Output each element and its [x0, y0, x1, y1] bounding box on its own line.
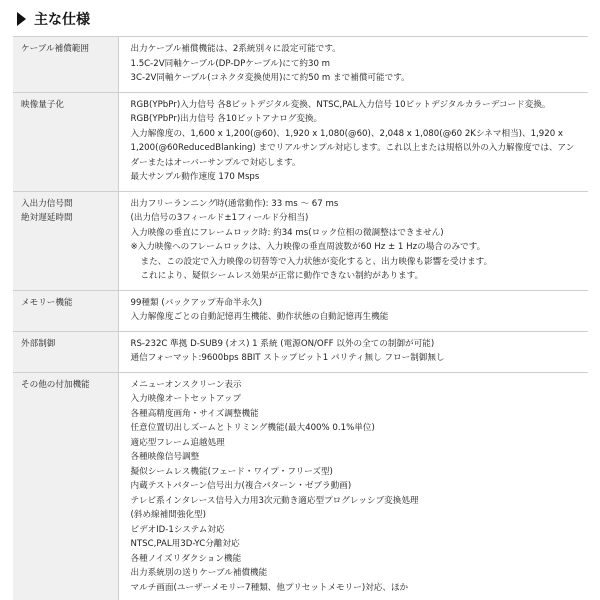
spec-row	[13, 37, 588, 93]
spec-label-cell	[13, 372, 118, 600]
spec-label: その他の付加機能	[21, 379, 90, 390]
spec-value-line: 入力映像の垂直にフレームロック時: 約34 ms(ロック位相の微調整はできません)	[130, 227, 444, 238]
spec-value-line: NTSC,PAL用3D-YC分離対応	[130, 539, 240, 549]
spec-value-line: 入力映像オートセットアップ	[130, 394, 242, 404]
spec-value-line: ビデオID-1システム対応	[130, 524, 225, 535]
spec-value-line: 任意位置切出しズームとトリミング機能(最大400% 0.1%単位)	[130, 423, 375, 433]
section-title: 主な仕様	[34, 12, 90, 28]
spec-value-cell	[118, 372, 588, 600]
spec-value-line: 内蔵テストパターン信号出力(複合パターン・ゼブラ動画)	[130, 481, 352, 491]
spec-value-line: これにより、疑似シームレス効果が正常に動作できない制約があります。	[140, 271, 424, 281]
spec-value-line: 99種類 (バックアップ寿命半永久)	[130, 297, 262, 308]
spec-value-line: 擬似シームレス機能(フェード・ワイプ・フリーズ型)	[130, 466, 333, 477]
spec-value-line: 各種映像信号調整	[130, 452, 200, 462]
spec-value-line: 入力解像度ごとの自動記憶再生機能、動作状態の自動記憶再生機能	[130, 312, 389, 322]
section-heading	[13, 0, 588, 36]
spec-label: 入出力信号間	[21, 198, 73, 209]
spec-row	[13, 372, 588, 600]
spec-value-line: マルチ画面(ユーザーメモリー7種類、他プリセットメモリー)対応、ほか	[130, 582, 409, 593]
spec-value-cell	[118, 37, 588, 93]
spec-row	[13, 92, 588, 191]
spec-label-cell	[13, 37, 118, 93]
diamond-bullet-icon	[17, 12, 26, 26]
spec-row	[13, 331, 588, 372]
spec-label-cell	[13, 290, 118, 331]
spec-label-cell	[13, 191, 118, 290]
spec-value-cell	[118, 92, 588, 191]
spec-value-line: 3C-2V同軸ケーブル(コネクタ変換使用)にて約50 m まで補償可能です。	[130, 73, 410, 83]
spec-value-line: (出力信号の3フィールド±1フィールド分相当)	[130, 213, 309, 223]
spec-value-cell	[118, 191, 588, 290]
spec-label: ケーブル補償範囲	[21, 44, 89, 54]
spec-label: 絶対遅延時間	[21, 213, 73, 223]
spec-label: 映像量子化	[21, 99, 64, 110]
spec-value-line: 出力系統別の送りケーブル補償機能	[130, 568, 268, 578]
spec-value-line: RS-232C 準拠 D-SUB9 (オス) 1 系統 (電源ON/OFF 以外の全ての制御が可能)	[130, 338, 435, 349]
spec-value-line: RGB(YPbPr)入力信号 各8ビットデジタル変換、NTSC,PAL入力信号 10ビットデジタルカラーデコード変換。	[130, 99, 551, 110]
spec-label-cell	[13, 331, 118, 372]
spec-value-line: ※入力映像へのフレームロックは、入力映像の垂直周波数が60 Hz ± 1 Hzの場合のみです。	[130, 242, 486, 252]
spec-value-line: また、この設定で入力映像の切替等で入力状態が変化すると、出力映像も影響を受けます。	[140, 256, 493, 267]
spec-value-line: RGB(YPbPr)出力信号 各10ビットアナログ変換。	[130, 114, 323, 124]
spec-value-line: 最大サンプル動作速度 170 Msps	[130, 172, 260, 182]
spec-value-line: 通信フォーマット:9600bps 8BIT ストップビット1 パリティ無し フロー制御無し	[130, 353, 445, 363]
spec-value-line: (斜め線補間強化型)	[130, 510, 206, 520]
spec-table-body	[13, 37, 588, 600]
spec-value-cell	[118, 290, 588, 331]
spec-row	[13, 191, 588, 290]
spec-value-cell	[118, 331, 588, 372]
spec-label: メモリー機能	[21, 297, 73, 308]
spec-label-cell	[13, 92, 118, 191]
spec-value-line: 各種高精度画角・サイズ調整機能	[130, 408, 259, 419]
spec-table	[13, 36, 588, 600]
spec-label: 外部制御	[21, 338, 56, 349]
spec-value-line: 1.5C-2V同軸ケーブル(DP-DPケーブル)にて約30 m	[130, 58, 331, 69]
spec-value-line: 入力解像度の、1,600 x 1,200(@60)、1,920 x 1,080(@60)、2,048 x 1,080(@60 2Kシネマ相当)、1,920 x 1,200(@60ReducedBlanking) までリアルサンプル対応します。これ以上または規格以外の入力解像度では、アンダーまたはオーバーサンプルで対応します。	[130, 128, 575, 168]
spec-value-line: 適応型フレーム追越処理	[130, 437, 225, 448]
spec-value-line: 各種ノイズリダクション機能	[130, 553, 242, 564]
spec-value-line: テレビ系インタレース信号入力用3次元動き適応型プログレッシブ変換処理	[130, 495, 419, 506]
spec-value-line: メニューオンスクリーン表示	[130, 379, 242, 390]
spec-row	[13, 290, 588, 331]
spec-value-line: 出力ケーブル補償機能は、2系統別々に設定可能です。	[130, 44, 341, 54]
spec-value-line: 出力フリーランニング時(通常動作): 33 ms 〜 67 ms	[130, 198, 339, 209]
